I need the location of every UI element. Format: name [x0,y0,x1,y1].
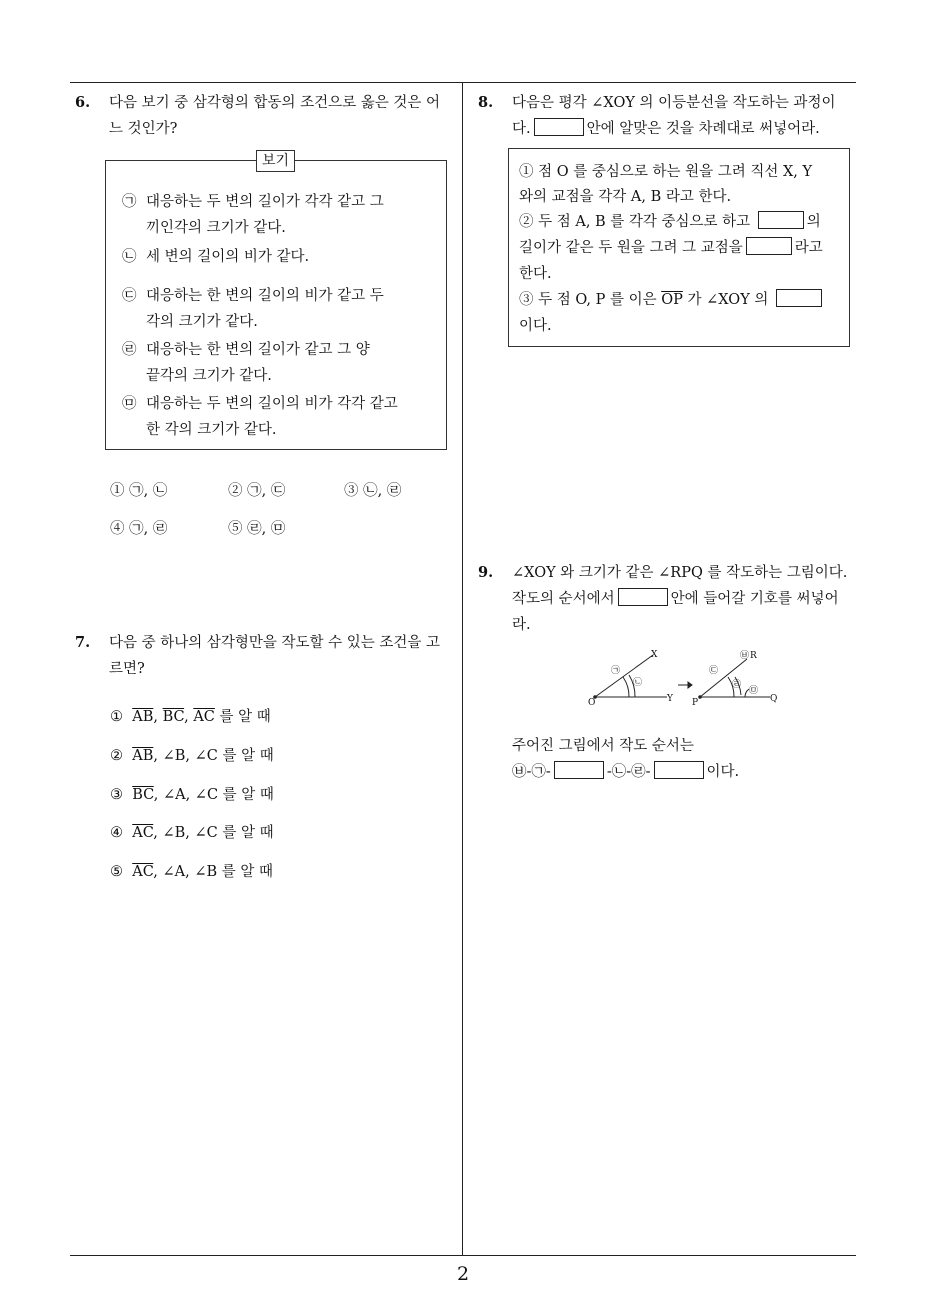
question-6 [75,90,455,142]
choice-2[interactable]: ② ㉠, ㉢ [228,483,286,499]
label-x: X [651,650,658,660]
bogi-item: ㉡ 세 변의 길이의 비가 같다. [122,249,310,265]
bogi-item: ㉢ 대응하는 한 변의 길이의 비가 같고 두 각의 크기가 같다. [122,288,384,330]
question-text: 다음 보기 중 삼각형의 합동의 조건으로 옳은 것은 어 느 것인가? [109,95,441,137]
label-p: P [692,698,699,708]
choice-5[interactable]: ⑤ $\overline{AC}$, ∠A, ∠B 를 알 때 [110,864,274,880]
choice-4[interactable]: ④ $\overline{AC}$, ∠B, ∠C 를 알 때 [110,825,274,841]
bogi-box [105,153,447,450]
bogi-item: ㉠ 대응하는 두 변의 길이가 각각 같고 그 끼인각의 크기가 같다. [122,194,384,236]
question-number: 8. [478,94,494,111]
bogi-title: 보기 [256,150,295,172]
choice-3[interactable]: ③ $\overline{BC}$, ∠A, ∠C 를 알 때 [110,787,274,803]
answer-blank [758,211,804,229]
page-number: 2 [456,1263,470,1285]
question-9 [478,560,863,638]
question-text: 다음은 평각 ∠XOY 의 이등분선을 작도하는 과정이 다. 안에 알맞은 것을 차례대로 써넣어라. [512,95,836,137]
label-o: O [588,698,596,708]
label-r: R [750,651,757,661]
column-divider [462,82,463,1255]
mark-a: ㉠ [611,666,621,676]
answer-blank [554,761,604,779]
mark-e: ㉤ [749,686,759,696]
question-text: 다음 중 하나의 삼각형만을 작도할 수 있는 조건을 고 르면? [109,635,441,677]
choice-1[interactable]: ① $\overline{AB}$, $\overline{BC}$, $\overline{AC}$ 를 알 때 [110,709,271,725]
choice-4[interactable]: ④ ㉠, ㉣ [110,521,168,537]
construction-figure [585,645,785,710]
mark-b: ㉡ [633,678,643,688]
bogi-item: ㉣ 대응하는 한 변의 길이가 같고 그 양 끝각의 크기가 같다. [122,342,370,384]
procedure-box: ① 점 O 를 중심으로 하는 원을 그려 직선 X, Y 와의 교점을 각각 A, B 라고 한다. ② 두 점 A, B 를 각각 중심으로 하고 의 길이가 같은 두 원을 그려 그 교점을 라고 한다. ③ 두 점 O, P 를 이은 $\overline{OP}$ 가 ∠XOY 의 이다. [508,148,850,347]
choice-5[interactable]: ⑤ ㉣, ㉤ [228,521,286,537]
question-number: 6. [75,94,91,111]
answer-blank [776,289,822,307]
question-number: 9. [478,564,494,581]
choice-3[interactable]: ③ ㉡, ㉣ [344,483,402,499]
mark-d: ㉣ [732,680,742,690]
answer-blank [618,588,668,606]
answer-blank [534,118,584,136]
mark-c: ㉢ [709,666,719,676]
choice-2[interactable]: ② $\overline{AB}$, ∠B, ∠C 를 알 때 [110,748,274,764]
answer-blank [746,237,792,255]
label-y: Y [667,694,673,704]
question-text: ∠XOY 와 크기가 같은 ∠RPQ 를 작도하는 그림이다. 작도의 순서에서 안에 들어갈 기호를 써넣어 라. [512,565,848,633]
question-7 [75,630,455,682]
question-number: 7. [75,634,91,651]
mark-f: ㉥ [740,651,750,661]
top-rule [70,82,856,83]
choice-1[interactable]: ① ㉠, ㉡ [110,483,168,499]
question-9-answer: 주어진 그림에서 작도 순서는 ㉥-㉠- -㉡-㉣- 이다. [512,738,740,780]
question-8 [478,90,863,142]
label-q: Q [770,694,778,704]
bogi-item: ㉤ 대응하는 두 변의 길이의 비가 각각 같고 한 각의 크기가 같다. [122,396,398,438]
answer-blank [654,761,704,779]
bottom-rule [70,1255,856,1256]
